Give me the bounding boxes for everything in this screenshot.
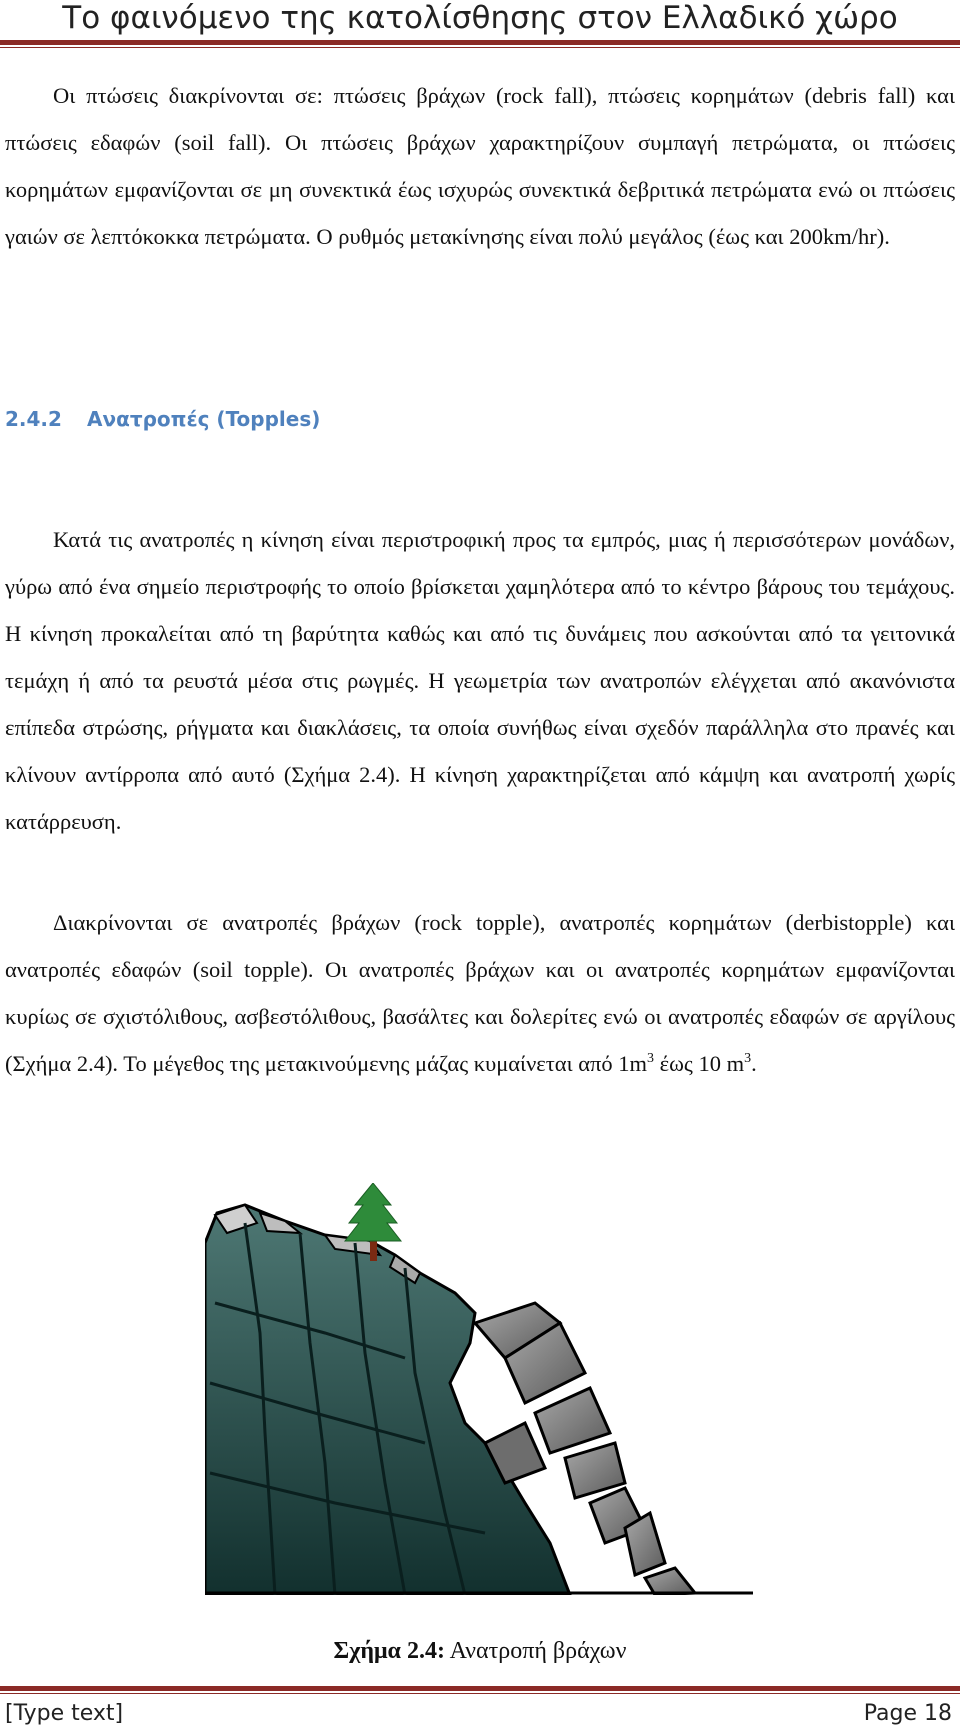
section-number: 2.4.2: [5, 407, 62, 431]
paragraph-topples-description-text: Κατά τις ανατροπές η κίνηση είναι περιστροφική προς τα εμπρός, μιας ή περισσότερων μονάδων, γύρω από ένα σημείο περιστροφής το οποίο βρίσκεται χαμηλότερα από το κέντρο βάρους του τεμάχους. Η κίνηση προκαλείται από τη βαρύτητα καθώς και από τις δυνάμεις που ασκούνται από τα γειτονικά τεμάχη ή από τα ρευστά μέσα στις ρωγμές. Η γεωμετρία των ανατροπών ελέγχεται από ακανόνιστα επίπεδα στρώσης, ρήγματα και διακλάσεις, τα οποία συνήθως είναι σχεδόν παράλληλα στο πρανές και κλίνουν αντίρροπα από αυτό (Σχήμα 2.4). Η κίνηση χαρακτηρίζεται από κάμψη και ανατροπή χωρίς κατάρρευση.: [5, 527, 955, 834]
superscript-cubed: 3: [744, 1051, 752, 1066]
superscript-cubed: 3: [647, 1051, 655, 1066]
paragraph-topples-types-text: Διακρίνονται σε ανατροπές βράχων (rock topple), ανατροπές κορημάτων (derbistopple) και ανατροπές εδαφών (soil topple). Οι ανατροπές βράχων και οι ανατροπές κορημάτων εμφανίζονται κυρίως σε σχιστόλιθους, ασβεστόλιθους, βασάλτες και δολερίτες ενώ οι ανατροπές εδαφών σε αργίλους (Σχήμα 2.4). Το μέγεθος της μετακινούμενης μάζας κυμαίνεται από 1m: [5, 910, 955, 1076]
figure-caption-text: Ανατροπή βράχων: [444, 1638, 627, 1664]
footer-placeholder-text: [Type text]: [5, 1701, 124, 1726]
toppled-block: [645, 1568, 695, 1595]
rock-topple-drawing: [205, 1183, 753, 1595]
toppled-block: [535, 1388, 610, 1453]
footer-rule-thick: [0, 1686, 960, 1691]
footer-rule-thin: [0, 1693, 960, 1694]
bedrock-mass: [205, 1205, 570, 1595]
running-header-title: Το φαινόμενο της κατολίσθησης στον Ελλαδικό χώρο: [62, 0, 898, 36]
page-number: Page 18: [863, 1701, 952, 1726]
header-rule-thick: [0, 40, 960, 45]
header-rule-thin: [0, 47, 960, 48]
paragraph-topples-types: [5, 899, 955, 1087]
paragraph-falls: [5, 72, 955, 260]
paragraph-topples-description: [5, 516, 955, 845]
paragraph-topples-types-mid: έως 10 m: [654, 1051, 745, 1076]
rock-topple-illustration: [205, 1183, 753, 1595]
paragraph-falls-text: Οι πτώσεις διακρίνονται σε: πτώσεις βράχων (rock fall), πτώσεις κορημάτων (debris fall) και πτώσεις εδαφών (soil fall). Οι πτώσεις βράχων χαρακτηρίζουν συμπαγή πετρώματα, οι πτώσεις κορημάτων εμφανίζονται σε μη συνεκτικά έως ισχυρώς συνεκτικά δεβριτικά πετρώματα ενώ οι πτώσεις γαιών σε λεπτόκοκκα πετρώματα. Ο ρυθμός μετακίνησης είναι πολύ μεγάλος (έως και 200km/hr).: [5, 83, 955, 249]
section-heading: [5, 405, 905, 433]
figure-caption-label: Σχήμα 2.4:: [333, 1638, 445, 1664]
paragraph-topples-types-end: .: [751, 1051, 757, 1076]
section-title: Ανατροπές (Topples): [87, 407, 321, 431]
figure-caption: [0, 1636, 960, 1666]
tree-foliage: [345, 1183, 401, 1241]
toppled-block: [565, 1443, 625, 1498]
